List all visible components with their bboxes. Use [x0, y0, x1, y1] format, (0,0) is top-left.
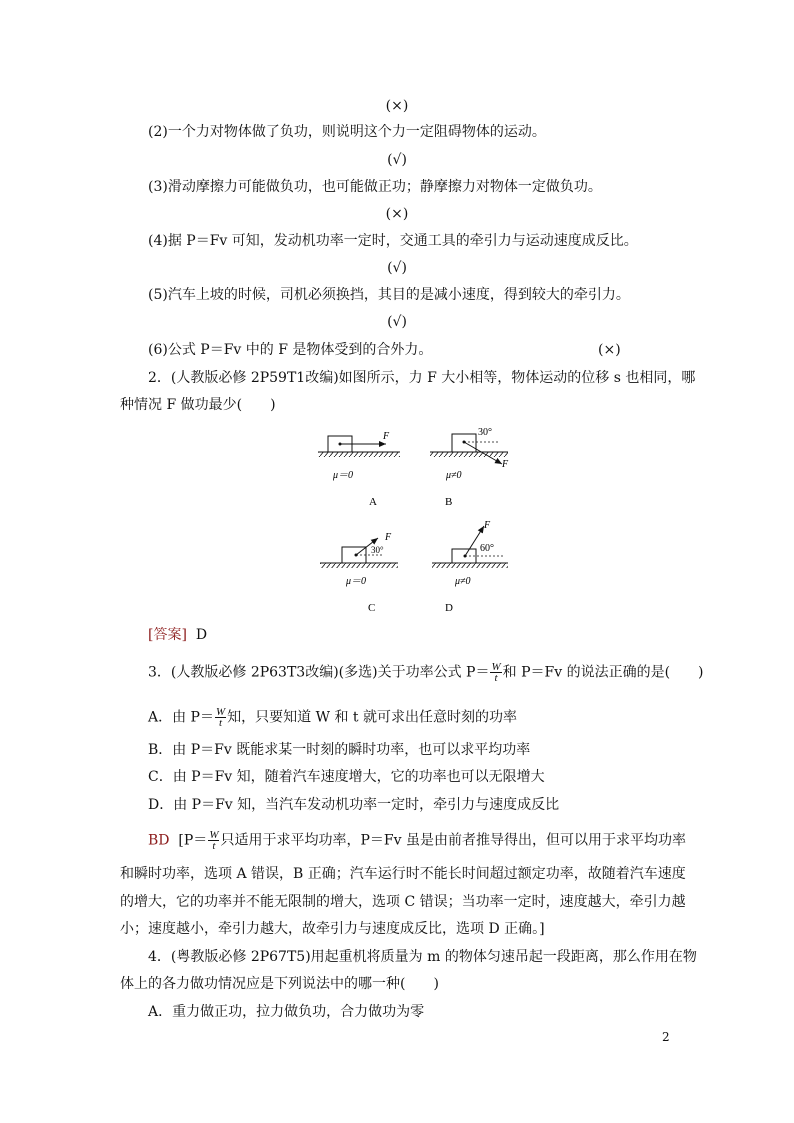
answer-label: [答案]	[148, 627, 187, 643]
q3-stem-fraction: $\frac{W}{t}$	[491, 661, 501, 684]
judgement-mark-2: (√)	[387, 152, 407, 168]
judgement-mark-4: (√)	[387, 260, 407, 276]
judgement-item-2: (2)一个力对物体做了负功，则说明这个力一定阻碍物体的运动。	[148, 124, 546, 140]
figure-c	[320, 532, 398, 614]
figure-d	[432, 520, 508, 614]
figure-d-mu: μ≠0	[455, 576, 471, 587]
judgement-item-6: (6)公式 P＝Fv 中的 F 是物体受到的合外力。	[148, 342, 433, 358]
figure-b-mu: μ≠0	[446, 470, 462, 481]
q3-option-c: C．由 P＝Fv 知，随着汽车速度增大，它的功率也可以无限增大	[148, 769, 545, 785]
figure-b	[430, 427, 509, 508]
q3-solution-line1	[148, 830, 686, 851]
q3-stem-post: 和 P＝Fv 的说法正确的是( )	[502, 664, 704, 681]
q3-option-a-fraction: $\frac{W}{t}$	[215, 706, 226, 729]
q3-solution-line2: 和瞬时功率，选项 A 错误，B 正确；汽车运行时不能长时间超过额定功率，故随着汽车速度	[120, 866, 686, 882]
figure-a-force: F	[383, 431, 390, 442]
q3-solution-post: 只适用于求平均功率，P＝Fv 虽是由前者推导得出，但可以用于求平均功率	[220, 832, 686, 849]
q3-solution-line4: 小；速度越小，牵引力越大，故牵引力与速度成反比，选项 D 正确。]	[120, 921, 545, 937]
figure-b-force: F	[502, 459, 509, 470]
answer-value: D	[195, 627, 208, 643]
q2-stem-line2: 种情况 F 做功最少( )	[120, 397, 276, 413]
q3-stem	[148, 662, 704, 683]
judgement-item-5: (5)汽车上坡的时候，司机必须换挡，其目的是减小速度，得到较大的牵引力。	[148, 287, 630, 303]
q4-stem-line1: 4．(粤教版必修 2P67T5)用起重机将质量为 m 的物体匀速吊起一段距离，那么作用在物	[148, 949, 697, 965]
figure-c-label: C	[368, 602, 376, 614]
q3-solution-pre: [P＝	[178, 832, 208, 849]
q3-stem-pre: 3．(人教版必修 2P63T3改编)(多选)关于功率公式 P＝	[148, 664, 490, 681]
figure-a-mu: μ＝0	[333, 470, 354, 481]
q4-option-a: A．重力做正功，拉力做负功，合力做功为零	[148, 1004, 425, 1020]
q3-option-a	[148, 707, 517, 728]
q3-option-b: B．由 P＝Fv 既能求某一时刻的瞬时功率，也可以求平均功率	[148, 742, 531, 758]
figure-b-angle: 30°	[478, 427, 492, 438]
figure-a	[318, 431, 400, 508]
figure-d-force: F	[484, 520, 491, 531]
q2-figure	[0, 420, 794, 620]
figure-c-mu: μ＝0	[346, 576, 367, 587]
solution-label: BD	[148, 832, 170, 849]
q3-option-a-post: 知，只要知道 W 和 t 就可求出任意时刻的功率	[227, 709, 517, 726]
q3-option-d: D．由 P＝Fv 知，当汽车发动机功率一定时，牵引力与速度成反比	[148, 797, 560, 813]
figure-d-label: D	[445, 602, 453, 614]
judgement-mark-0: (×)	[385, 98, 409, 114]
judgement-mark-6: (×)	[598, 342, 621, 358]
judgement-mark-3: (×)	[385, 206, 409, 222]
figure-a-label: A	[369, 496, 377, 508]
figure-c-angle: 30°	[371, 545, 384, 555]
q2-answer	[148, 625, 207, 645]
q3-option-a-pre: A．由 P＝	[148, 709, 214, 726]
q4-stem-line2: 体上的各力做功情况应是下列说法中的哪一种( )	[120, 976, 439, 992]
q2-stem-line1: 2．(人教版必修 2P59T1改编)如图所示，力 F 大小相等，物体运动的位移 s 也相同，哪	[148, 370, 696, 386]
q3-solution-line3: 的增大，它的功率并不能无限制的增大，选项 C 错误；当功率一定时，速度越大，牵引力越	[120, 894, 686, 910]
figure-b-label: B	[445, 496, 453, 508]
figure-c-force: F	[385, 532, 392, 543]
page-number: 2	[662, 1030, 670, 1044]
judgement-mark-5: (√)	[387, 314, 407, 330]
judgement-item-3: (3)滑动摩擦力可能做负功，也可能做正功；静摩擦力对物体一定做负功。	[148, 179, 602, 195]
judgement-item-4: (4)据 P＝Fv 可知，发动机功率一定时，交通工具的牵引力与运动速度成反比。	[148, 233, 638, 249]
figure-d-angle: 60°	[480, 543, 494, 554]
q3-solution-fraction: $\frac{W}{t}$	[209, 829, 219, 852]
